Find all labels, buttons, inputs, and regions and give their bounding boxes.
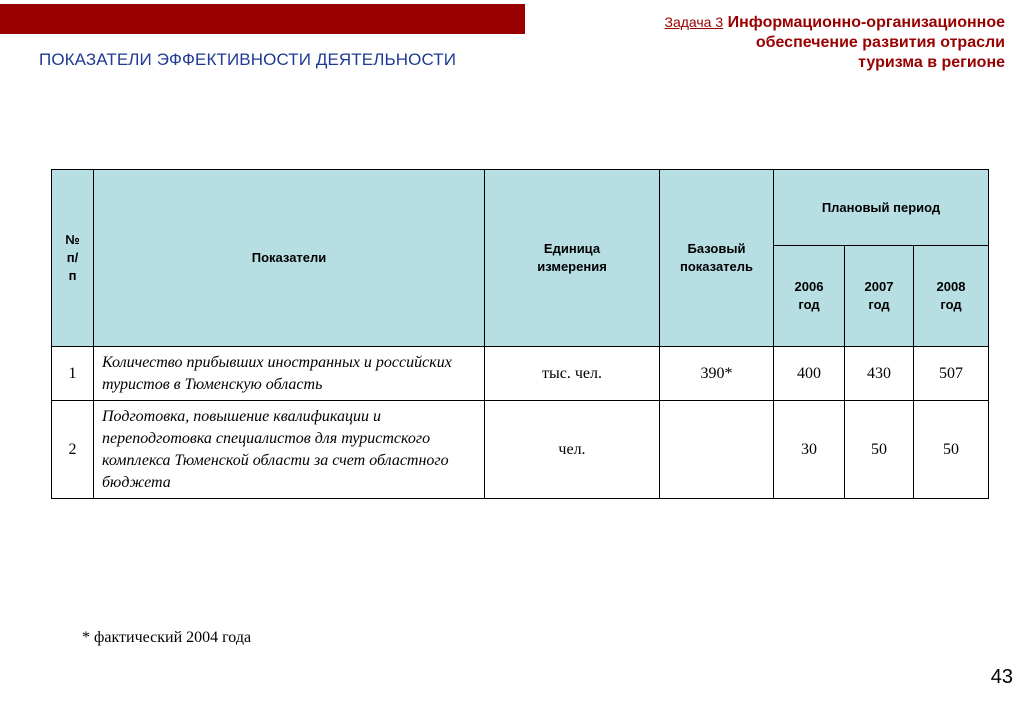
header-num-line2: п/ — [66, 250, 79, 265]
row-value-2007: 430 — [845, 347, 914, 401]
row-base — [660, 401, 774, 499]
row-indicator: Подготовка, повышение квалификации и переподготовка специалистов для туристского комплекса Тюменской области за счет областного бюджета — [94, 401, 485, 499]
row-value-2006: 30 — [774, 401, 845, 499]
row-base: 390* — [660, 347, 774, 401]
task-title — [585, 12, 1005, 73]
header-num-line1: № — [65, 232, 80, 247]
row-num: 2 — [52, 401, 94, 499]
row-num: 1 — [52, 347, 94, 401]
row-unit: чел. — [485, 401, 660, 499]
header-unit — [485, 170, 660, 347]
header-unit-line1: Единица — [543, 241, 601, 256]
row-unit: тыс. чел. — [485, 347, 660, 401]
header-year-value: 2007 — [864, 279, 894, 294]
header-year-value: 2006 — [794, 279, 824, 294]
task-label: Задача 3 — [664, 14, 724, 30]
row-value-2008: 507 — [914, 347, 989, 401]
header-year-suffix: год — [868, 297, 890, 312]
top-accent-bar — [0, 4, 525, 34]
footnote: * фактический 2004 года — [82, 629, 252, 646]
header-year-2006 — [774, 246, 845, 347]
row-value-2006: 400 — [774, 347, 845, 401]
header-indicator: Показатели — [94, 170, 485, 347]
header-plan-period: Плановый период — [774, 170, 989, 246]
header-year-value: 2008 — [936, 279, 966, 294]
row-value-2008: 50 — [914, 401, 989, 499]
page-title: ПОКАЗАТЕЛИ ЭФФЕКТИВНОСТИ ДЕЯТЕЛЬНОСТИ — [39, 50, 457, 69]
header-year-2008 — [914, 246, 989, 347]
header-year-2007 — [845, 246, 914, 347]
row-value-2007: 50 — [845, 401, 914, 499]
table-header-row — [52, 170, 989, 246]
header-unit-line2: измерения — [537, 259, 607, 274]
header-base-line2: показатель — [679, 259, 754, 274]
header-year-suffix: год — [940, 297, 962, 312]
task-title-line3: туризма в регионе — [858, 54, 1005, 71]
task-title-line1 — [585, 12, 1005, 33]
table-row — [52, 347, 989, 401]
row-indicator: Количество прибывших иностранных и российских туристов в Тюменскую область — [94, 347, 485, 401]
header-num-line3: п — [68, 268, 77, 283]
header-year-suffix: год — [798, 297, 820, 312]
table-row — [52, 401, 989, 499]
header-base — [660, 170, 774, 347]
task-title-text: Информационно-организационное — [727, 14, 1005, 31]
header-base-line1: Базовый — [687, 241, 746, 256]
page-number: 43 — [990, 666, 1013, 688]
header-num — [52, 170, 94, 347]
indicators-table — [51, 169, 989, 499]
task-title-line2: обеспечение развития отрасли — [755, 34, 1005, 51]
